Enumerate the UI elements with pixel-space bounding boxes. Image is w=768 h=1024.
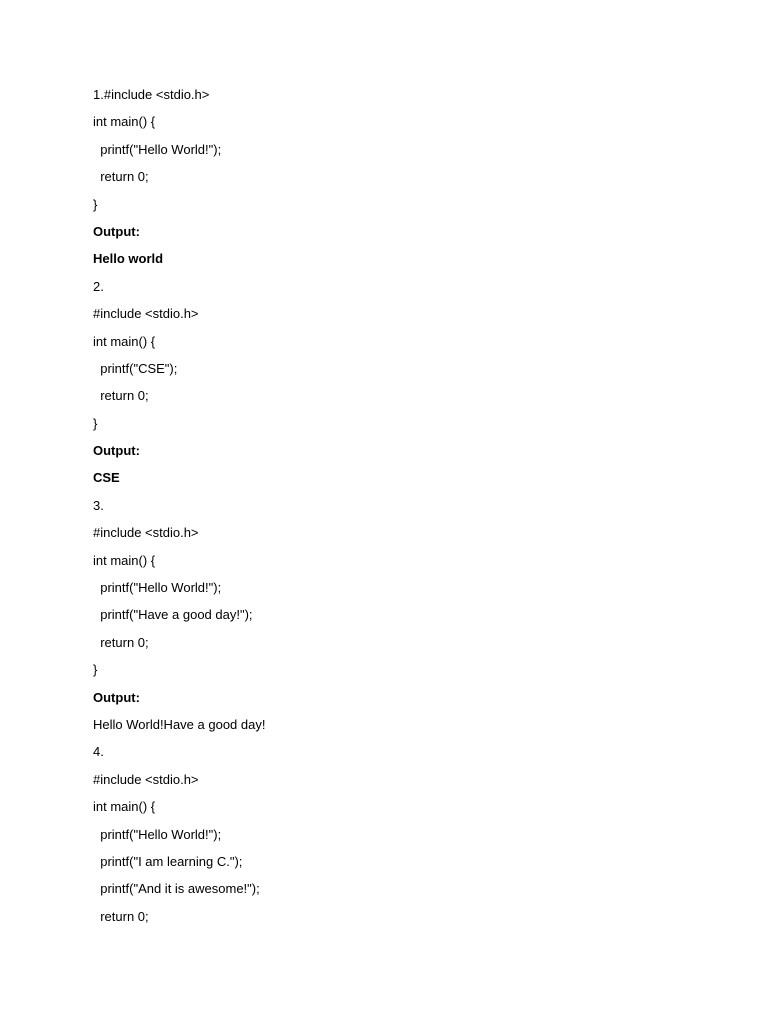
bold-text-line: Output:	[93, 223, 140, 239]
text-line: int main() {	[93, 799, 156, 815]
bold-text-line: Hello world	[93, 251, 164, 267]
text-line: }	[93, 196, 98, 212]
text-line: 1.#include <stdio.h>	[93, 87, 210, 102]
text-line: }	[93, 415, 98, 431]
text-line: printf("I am learning C.");	[93, 853, 243, 869]
text-line: return 0;	[93, 388, 149, 404]
text-line: int main() {	[93, 333, 156, 349]
text-line: #include <stdio.h>	[93, 306, 199, 322]
bold-text-line: CSE	[93, 470, 120, 486]
text-line: int main() {	[93, 552, 156, 568]
text-line: printf("Hello World!");	[93, 580, 222, 596]
text-line: printf("Hello World!");	[93, 826, 222, 842]
text-line: 3.	[93, 497, 104, 513]
text-line: int main() {	[93, 114, 156, 130]
bold-text-line: Output:	[93, 689, 140, 705]
text-line: return 0;	[93, 169, 149, 185]
text-line: printf("Have a good day!");	[93, 607, 253, 623]
document-body	[93, 86, 693, 935]
text-line: return 0;	[93, 634, 149, 650]
text-line: #include <stdio.h>	[93, 525, 199, 541]
text-line: 4.	[93, 744, 104, 760]
text-line: #include <stdio.h>	[93, 771, 199, 787]
text-line: printf("And it is awesome!");	[93, 881, 260, 897]
text-line: 2.	[93, 278, 104, 294]
text-line: return 0;	[93, 908, 149, 924]
text-line: printf("Hello World!");	[93, 141, 222, 157]
text-line: printf("CSE");	[93, 360, 178, 376]
text-line: }	[93, 662, 98, 678]
bold-text-line: Output:	[93, 443, 140, 459]
text-line: Hello World!Have a good day!	[93, 716, 266, 732]
